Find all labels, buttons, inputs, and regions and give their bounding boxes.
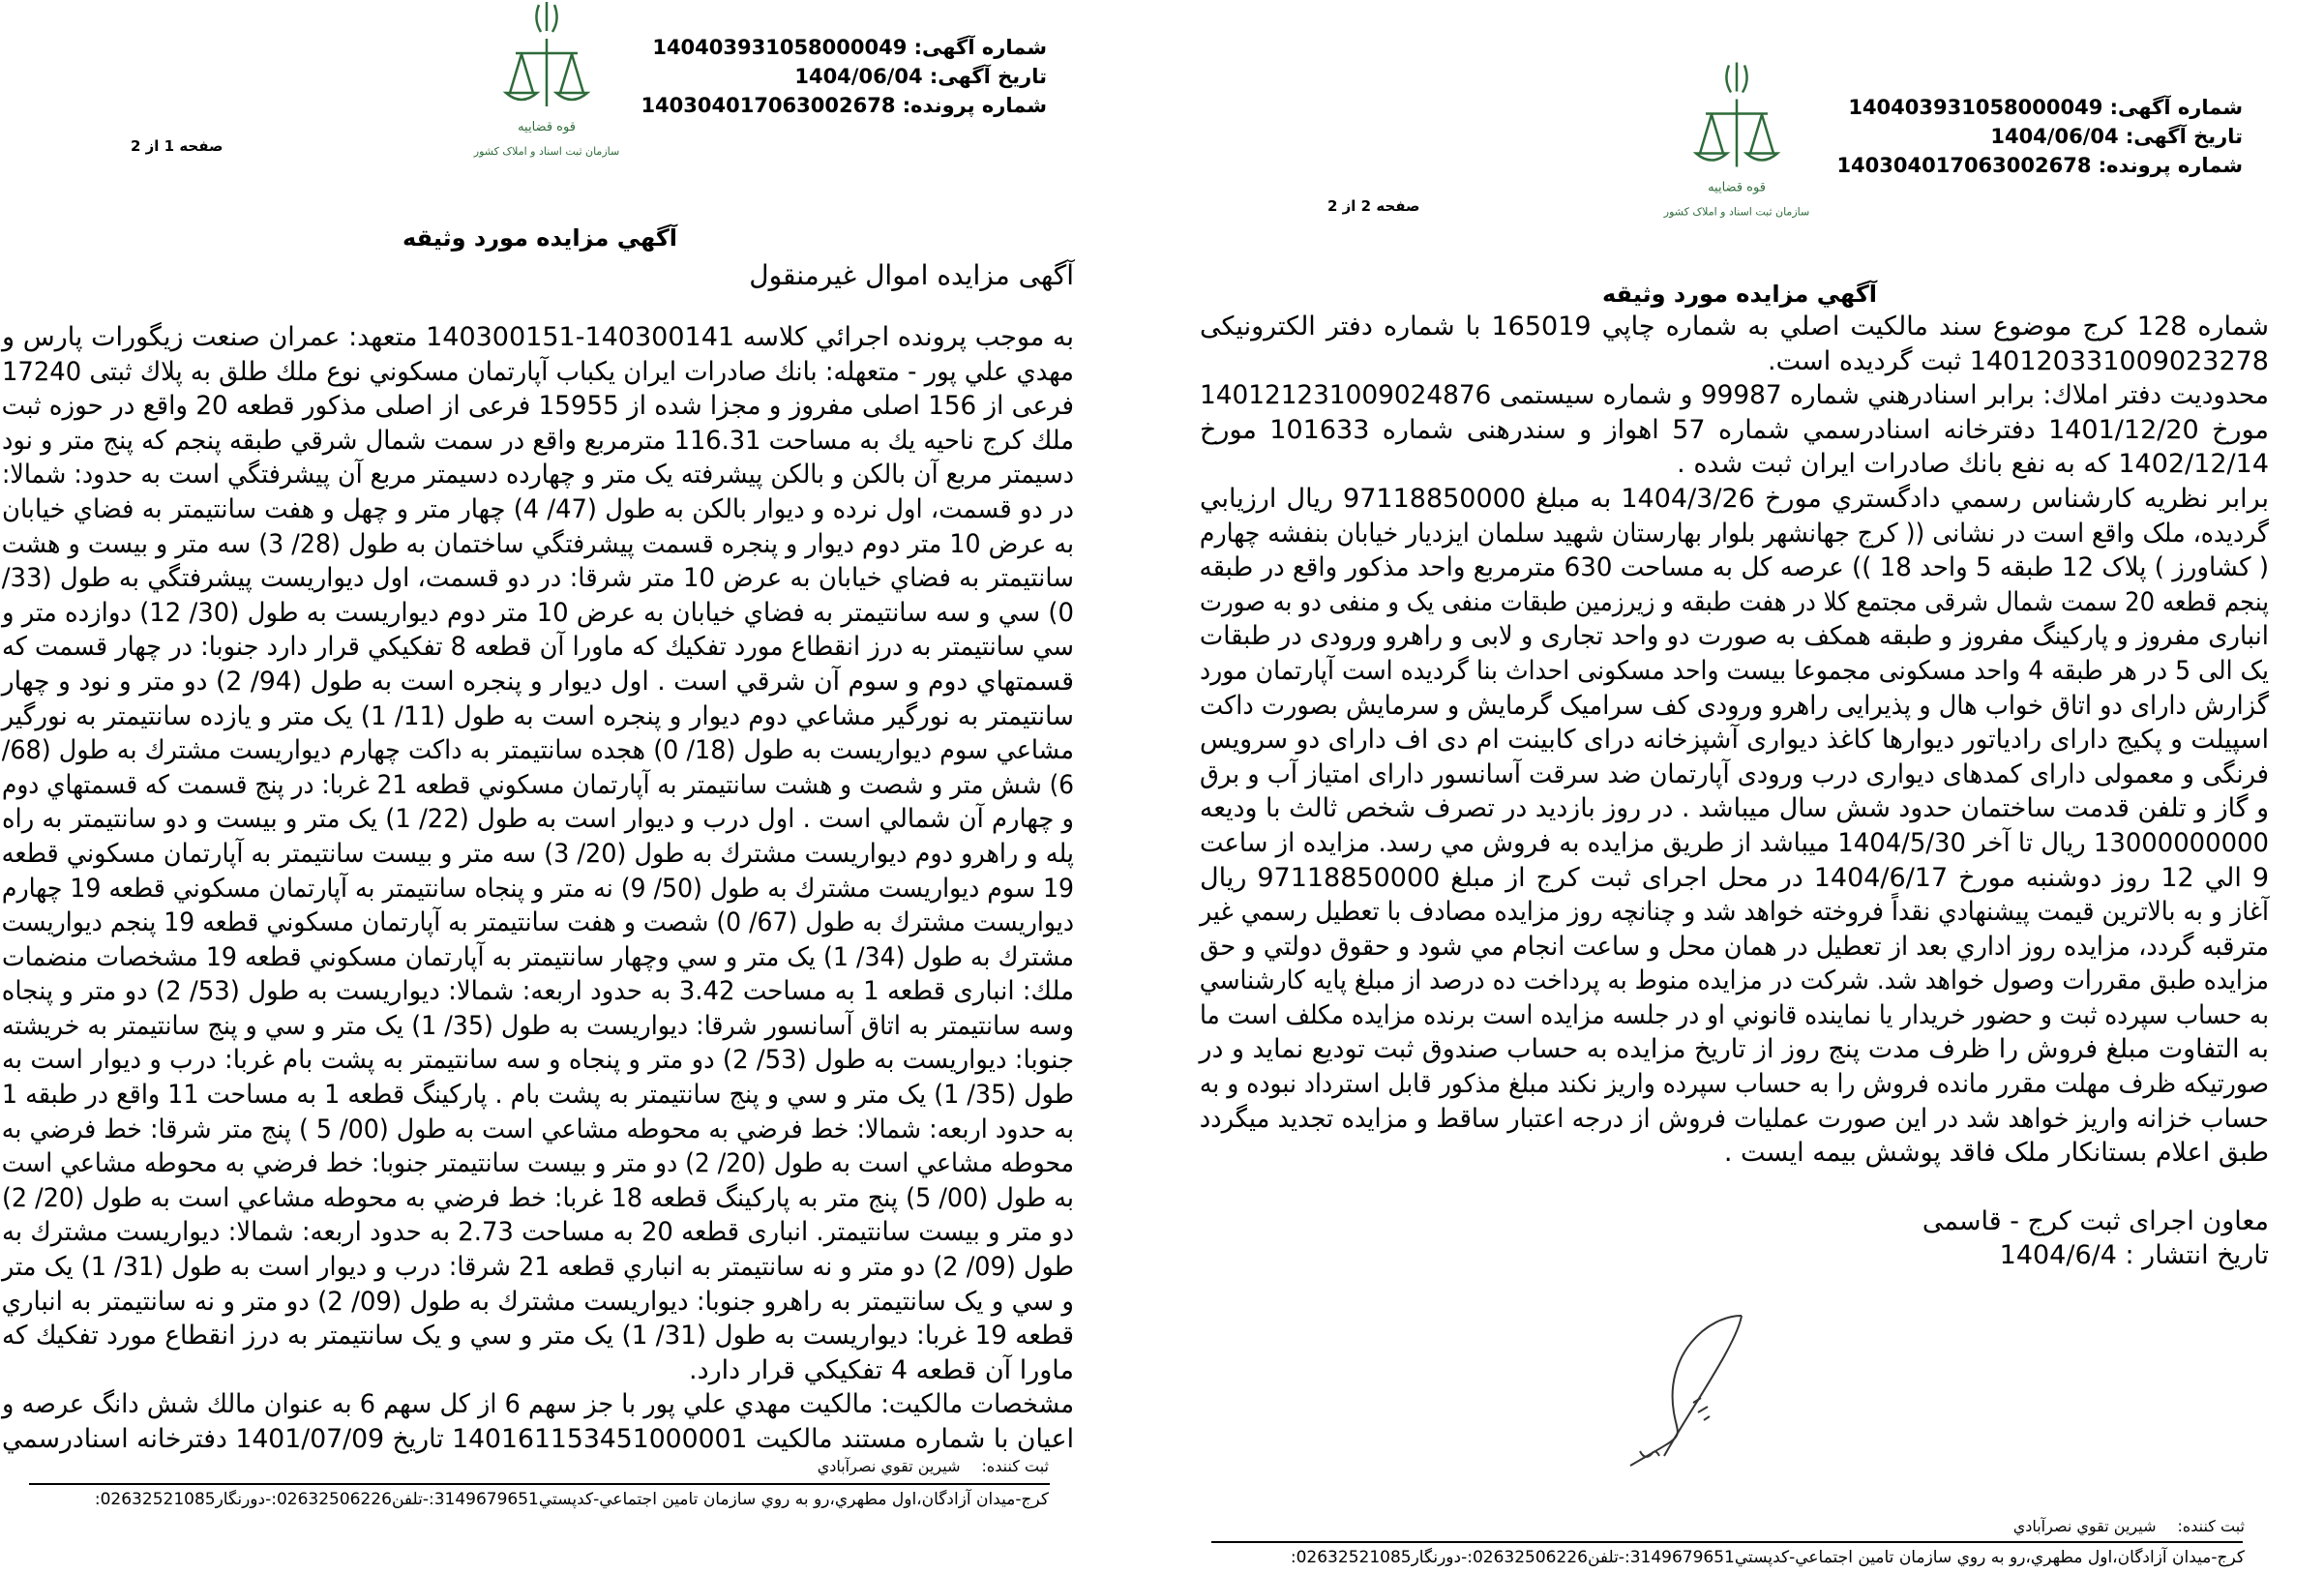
- text-line: آغاز و به بالاترين قيمت پيشنهادي نقداً فروخته خواهد شد و چنانچه روز مزايده مصادف با تعطيل رسمي غير: [1200, 897, 2269, 928]
- text-line: گزارش داراى دو اتاق خواب هال و پذيرايى راهرو ورودى كف سراميک گرمايش و سرمايش بصورت داكت: [1200, 690, 2269, 721]
- registrant: ثبت کننده:شيرين تقوي نصرآبادي: [817, 1457, 1049, 1475]
- text-line: گرديده، ملک واقع است در نشانى (( كرج جهانشهر بلوار بهارستان شهيد سلمان ايزديار خيابان بنفشه چهارم: [1199, 518, 2269, 549]
- text-line: به التفاوت مبلغ فروش را ظرف مدت پنج روز از تاريخ مزايده به حساب صندوق ثبت توديع نمايد و در: [1199, 1034, 2269, 1065]
- registrant-name: شيرين تقوي نصرآبادي: [2012, 1517, 2157, 1535]
- notice-date: تاریخ آگهی: 1404/06/04: [794, 65, 1047, 88]
- page-number-label: صفحه 1 از 2: [131, 137, 223, 155]
- footer-address: كرج-ميدان آزادگان،اول مطهري،رو به روي سازمان تامين اجتماعي-كدپستي3149679651:-تلفن02632506226:-دورنگار02632521085:: [1290, 1548, 2245, 1567]
- text-line: به حدود اربعه: شمالا: خط فرضي به محوطه مشاعي است به طول (00/ 5 ) پنج متر شرقا: خط فرضي به: [1, 1114, 1074, 1144]
- page-number-label: صفحه 2 از 2: [1327, 197, 1420, 215]
- text-line: به طول (00/ 5) پنج متر به پاركينگ قطعه 18 غربا: خط فرضي به محوطه مشاعي است به طول (20/ 2): [1, 1182, 1074, 1213]
- notice-subtitle: آگهی مزایده اموال غیرمنقول: [749, 259, 1074, 291]
- svg-text:قوه قضاییه: قوه قضاییه: [1708, 180, 1766, 195]
- publish-date: تاريخ انتشار : 1404/6/4: [1999, 1240, 2269, 1270]
- text-line: به عرض 10 متر دوم ديوار و پنجره قسمت پيشرفتگي ساختمان به طول (28/ 3) سه متر و بيست و هشت: [1, 528, 1074, 559]
- file-number: شماره پرونده: 140304017063002678: [641, 94, 1047, 117]
- text-line: پله و راهرو دوم ديواريست مشترك به طول (20/ 3) سه متر و بيست سانتيمتر به آپارتمان مسكوني قطعه: [1, 838, 1074, 869]
- text-line: مشترك به طول (34/ 1) يک متر و سي وچهار سانتيمتر به آپارتمان مسكوني قطعه 19 مشخصات منضمات: [2, 941, 1074, 972]
- svg-text:قوه قضاییه: قوه قضاییه: [518, 120, 576, 134]
- text-line: محوطه مشاعي است به طول (20/ 2) دو متر و بيست سانتيمتر جنوبا: خط فرضي به محوطه مشاعي است: [1, 1148, 1074, 1179]
- text-line: و سي و يک سانتيمتر به راهرو جنوبا: ديواريست مشترك به طول (09/ 2) دو متر و نه سانتيمتر به انباري: [1, 1286, 1074, 1317]
- text-line: محدوديت دفتر املاك: برابر اسنادرهني شماره 99987 و شماره سيستمى 140121231009024876: [1200, 380, 2270, 411]
- text-line: انبارى مفروز و پاركينگ مفروز و طبقه همكف به صورت دو واحد تجارى و لابى و راهرو ورودى در طبقات: [1199, 621, 2269, 652]
- text-line: برابر نظريه كارشناس رسمي دادگستري مورخ 1404/3/26 به مبلغ 97118850000 ريال ارزيابي: [1200, 483, 2269, 514]
- notice-number: شماره آگهی: 140403931058000049: [652, 36, 1047, 59]
- footer-divider: [29, 1483, 1050, 1485]
- text-line: اسپيلت و پكيج داراى رادياتور ديوارها كاغذ ديوارى آشپزخانه دراى كابينت ام دى اف داراى دو سرويس: [1199, 725, 2269, 756]
- text-line: ديواريست مشترك به طول (67/ 0) شصت و هفت سانتيمتر به آپارتمان مسكوني قطعه 19 پنجم ديواريست: [1, 907, 1074, 938]
- text-line: ملك كرج ناحيه يك به مساحت 116.31 مترمربع واقع در سمت شمال شرقي طبقه پنجم كه پنج متر و نود: [2, 425, 1074, 456]
- file-number: شماره پرونده: 140304017063002678: [1836, 154, 2243, 177]
- notice-date: تاریخ آگهی: 1404/06/04: [1990, 125, 2243, 148]
- text-line: و چهارم آن شمالي است . اول درب و ديوار است به طول (22/ 1) يک متر و بيست و دو سانتيمتر به راه: [2, 804, 1075, 835]
- text-line: 19 سوم ديواريست مشترك به طول (50/ 9) نه متر و پنجاه سانتيمتر به آپارتمان مسكوني قطعه 19 چهارم: [1, 873, 1074, 904]
- handwritten-signature: [1611, 1306, 1766, 1470]
- text-line: حساب خزانه واريز خواهد شد در اين صورت عمليات فروش از درجه اعتبار ساقط و مزايده تجديد ميگردد: [1199, 1103, 2269, 1134]
- text-line: مترقبه گردد، مزايده روز اداري بعد از تعطيل در همان محل و ساعت انجام مي شود و حقوق دولتي و حق: [1200, 931, 2269, 962]
- notice-meta: [641, 33, 1047, 120]
- notice-title: آگهي مزايده مورد وثيقه: [1601, 281, 1878, 308]
- text-line: فرنگى و معمولى داراى كمدهاى ديوارى درب ورودى آپارتمان ضد سرقت آسانسور داراى امتياز آب و برق: [1200, 758, 2269, 789]
- text-line: 140120331009023278 ثبت گرديده است.: [1768, 345, 2269, 376]
- text-line: سانتيمتر به نورگير مشاعي دوم ديوار و پنجره است به طول (11/ 1) يک متر و يازده سانتيمتر به نورگير: [1, 700, 1074, 731]
- text-line: مزايده طبق مقررات وصول خواهد شد. شركت در مزايده منوط به پرداخت ده درصد از مبلغ پايه كارشناسي: [1199, 965, 2269, 996]
- text-line: قسمتهاي دوم و سوم آن شرقي است . اول ديوار و پنجره است به طول (94/ 2) دو متر و نود و چهار: [1, 666, 1075, 697]
- signatory: معاون اجراى ثبت كرج - قاسمى: [1922, 1206, 2269, 1236]
- text-line: يک الى 5 در هر طبقه 4 واحد مسكونى مجموعا بيست واحد مسكونى احداث بنا گرديده است آپارتمان مورد: [1200, 655, 2269, 686]
- text-line: طول (09/ 2) دو متر و نه سانتيمتر به انباري قطعه 21 شرقا: درب و ديوار است به طول (31/ 1) يک متر: [2, 1252, 1075, 1283]
- text-line: به حساب سپرده ثبت و حضور خريدار يا نماينده قانوني او در جلسه مزايده است برنده مزايده مكلف است ما: [1200, 999, 2269, 1030]
- text-line: مشخصات مالكيت: مالكيت مهدي علي پور با جز سهم 6 از كل سهم 6 به عنوان مالك شش دانگ عرصه و: [2, 1389, 1075, 1420]
- footer-address: كرج-ميدان آزادگان،اول مطهري،رو به روي سازمان تامين اجتماعي-كدپستي3149679651:-تلفن02632506226:-دورنگار02632521085:: [94, 1490, 1049, 1509]
- svg-text:سازمان ثبت اسناد و املاک کشور: سازمان ثبت اسناد و املاک کشور: [473, 145, 620, 158]
- text-line: جنوبا: ديواريست به طول (53/ 2) دو متر و پنجاه و سه سانتيمتر به پشت بام غربا: درب و ديوار است به: [2, 1045, 1074, 1076]
- text-line: 0) سي و سه سانتيمتر به فضاي خيابان به عرض 10 متر دوم ديواريست به طول (30/ 12) دوازده متر و: [2, 597, 1074, 628]
- text-line: اعيان با شماره مستند مالكيت 140161153451000001 تاريخ 1401/07/09 دفترخانه اسنادرسمي: [2, 1424, 1074, 1454]
- text-line: دسيمتر مربع آن بالكن و بالكن پيشرفته يک متر و چهارده دسيمتر مربع آن پيشرفتگي است به حدود: شمالا:: [1, 460, 1074, 490]
- text-line: دو متر و بيست سانتيمتر. انبارى قطعه 20 به مساحت 2.73 به حدود اربعه: شمالا: ديواريست مشترك به: [2, 1217, 1075, 1248]
- text-line: سي سانتيمتر به درز انقطاع مورد تفكيك كه ماورا آن قطعه 8 تفكيكي قرار دارد جنوبا: در چهار قسمت كه: [1, 632, 1074, 663]
- footer-divider: [1211, 1541, 2243, 1543]
- registrant: ثبت کننده:شيرين تقوي نصرآبادي: [2012, 1517, 2245, 1535]
- text-line: 1402/12/14 كه به نفع بانك صادرات ايران ثبت شده .: [1677, 449, 2269, 480]
- notice-title: آگهي مزايده مورد وثيقه: [402, 224, 678, 252]
- text-line: به موجب پرونده اجرائي كلاسه 140300141-140300151 متعهد: عمران صنعت زيگورات پارس و: [2, 322, 1074, 352]
- notice-number: شماره آگهی: 140403931058000049: [1848, 96, 2243, 119]
- text-line: مشاعي سوم ديواريست به طول (18/ 0) هجده سانتيمتر به داكت چهارم ديواريست مشترك به طول (68/: [1, 735, 1074, 766]
- text-line: صورتيكه ظرف مهلت مقرر مانده فروش را به حساب سپرده واريز نكند مبلغ مذكور قابل استرداد نبوده و به: [1199, 1069, 2269, 1100]
- text-line: سانتيمتر به فضاي خيابان به عرض 10 متر شرقا: در دو قسمت، اول ديواريست پيشرفتگي به طول (33/: [1, 563, 1074, 594]
- text-line: پنجم قطعه 20 سمت شمال شرقى مجتمع كلا در هفت طبقه و زيرزمين طبقات منفى يک و منفى دو به صورت: [1200, 586, 2269, 617]
- notice-body: [1200, 310, 2269, 1171]
- text-line: وسه سانتيمتر به اتاق آسانسور شرقا: ديواريست به طول (35/ 1) يک متر و سي و پنج سانتيمتر به خريشته: [2, 1010, 1074, 1041]
- text-line: مورخ 1401/12/20 دفترخانه اسنادرسمي شماره 57 اهواز و سندرهنى شماره 101633 مورخ: [1200, 414, 2269, 445]
- text-line: طول (35/ 1) يک متر و سي و پنج سانتيمتر به پشت بام . پاركينگ قطعه 1 به مساحت 11 واقع در طبقه 1: [1, 1080, 1074, 1111]
- text-line: شماره 128 كرج موضوع سند مالكيت اصلي به شماره چاپي 165019 با شماره دفتر الكترونيكى: [1200, 312, 2270, 342]
- text-line: فرعى از 156 اصلى مفروز و مجزا شده از 15955 فرعى از اصلى مذكور قطعه 20 واقع در حوزه ثبت: [1, 391, 1074, 422]
- text-line: ( كشاورز ) پلاک 12 طبقه 5 واحد 18 )) عرصه كل به مساحت 630 مترمربع واحد مذكور واقع در طبقه: [1199, 552, 2269, 583]
- text-line: 9 الي 12 روز دوشنبه مورخ 1404/6/17 در محل اجراى ثبت كرج از مبلغ 97118850000 ريال: [1200, 862, 2270, 893]
- text-line: و گاز و تلفن قدمت ساختمان حدود شش سال ميباشد . در روز بازديد در تصرف شخص ثالث با وديعه: [1199, 793, 2269, 824]
- judiciary-emblem-logo: [473, 0, 620, 164]
- text-line: مهدي علي پور - متعهله: بانك صادرات ايران يكباب آپارتمان مسكوني نوع ملك طلق به پلاك ثبتى 17240: [2, 356, 1074, 387]
- text-line: ماورا آن قطعه 4 تفكيكي قرار دارد.: [688, 1354, 1074, 1385]
- svg-text:سازمان ثبت اسناد و املاک کشور: سازمان ثبت اسناد و املاک کشور: [1663, 205, 1810, 219]
- closing: [1922, 1204, 2269, 1272]
- judiciary-emblem-logo: [1663, 53, 1810, 232]
- registrant-name: شيرين تقوي نصرآبادي: [817, 1457, 961, 1475]
- text-line: ملك: انبارى قطعه 1 به مساحت 3.42 به حدود اربعه: شمالا: ديواريست به طول (53/ 2) دو متر و پنجاه: [1, 976, 1074, 1007]
- notice-meta: [1836, 93, 2243, 180]
- notice-body: [2, 320, 1074, 1457]
- text-line: قطعه 19 غربا: ديواريست به طول (31/ 1) يک متر و سي و يک سانتيمتر به درز انقطاع مورد تفكيك كه: [2, 1321, 1074, 1351]
- text-line: طبق اعلام بستانكار ملک فاقد پوشش بيمه ايست .: [1723, 1138, 2269, 1169]
- text-line: 6) شش متر و شصت و هشت سانتيمتر به آپارتمان مسكوني قطعه 21 غربا: در پنج قسمت كه قسمتهاي دوم: [2, 769, 1074, 800]
- text-line: در دو قسمت، اول نرده و ديوار بالكن به طول (47/ 4) چهار متر و چهل و هفت سانتيمتر به فضاي خيابان: [2, 493, 1075, 524]
- text-line: 13000000000 ريال تا آخر 1404/5/30 ميباشد از طريق مزايده به فروش مي رسد. مزايده از ساعت: [1200, 827, 2269, 858]
